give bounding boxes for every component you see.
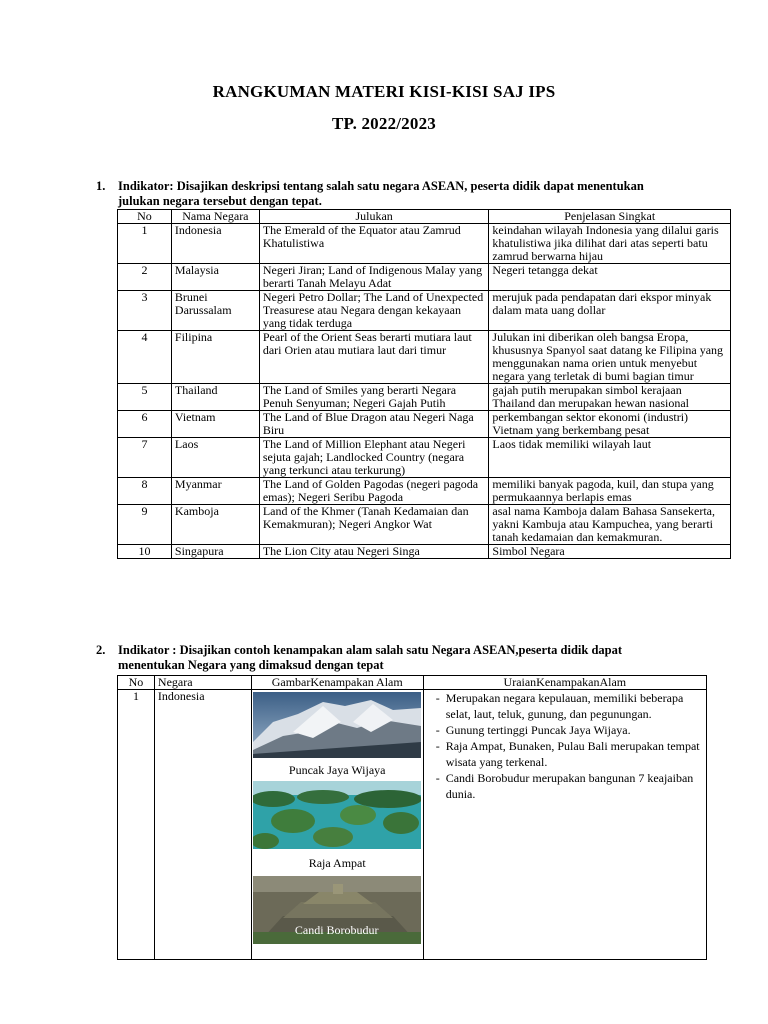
temple-photo-wrapper <box>253 876 421 944</box>
row-penjelasan: gajah putih merupakan simbol kerajaan Thailand dan merupakan hewan nasional <box>489 384 731 411</box>
row-no: 4 <box>118 331 172 384</box>
row-no: 1 <box>118 224 172 264</box>
header-julukan: Julukan <box>259 210 489 224</box>
row-no: 8 <box>118 478 172 505</box>
row-nama-negara: Filipina <box>171 331 259 384</box>
row-penjelasan: asal nama Kamboja dalam Bahasa Sansekerta, yakni Kambuja atau Kampuchea, yang berarti tanah kedamaian dan kemakmuran. <box>489 505 731 545</box>
row-negara: Indonesia <box>154 690 251 960</box>
header-negara: Negara <box>154 676 251 690</box>
row-nama-negara: Thailand <box>171 384 259 411</box>
table-header-row <box>118 676 707 690</box>
row-penjelasan: merujuk pada pendapatan dari ekspor minyak dalam mata uang dollar <box>489 291 731 331</box>
row-nama-negara: Vietnam <box>171 411 259 438</box>
section2-number: 2. <box>96 643 106 657</box>
uraian-list <box>430 690 702 802</box>
row-julukan: Pearl of the Orient Seas berarti mutiara laut dari Orien atau mutiara laut dari timur <box>259 331 489 384</box>
row-julukan: The Land of Golden Pagodas (negeri pagoda emas); Negeri Seribu Pagoda <box>259 478 489 505</box>
caption-puncak-jaya-wijaya: Puncak Jaya Wijaya <box>288 763 386 777</box>
row-no: 3 <box>118 291 172 331</box>
section1-indicator-line2: julukan negara tersebut dengan tepat. <box>118 194 322 208</box>
row-penjelasan: perkembangan sektor ekonomi (industri) Vietnam yang berkembang pesat <box>489 411 731 438</box>
table-row <box>118 224 731 264</box>
row-julukan: Land of the Khmer (Tanah Kedamaian dan Kemakmuran); Negeri Angkor Wat <box>259 505 489 545</box>
row-penjelasan: keindahan wilayah Indonesia yang dilalui garis khatulistiwa jika dilihat dari atas seperti batu zamrud berwarna hijau <box>489 224 731 264</box>
table-row <box>118 384 731 411</box>
header-no: No <box>118 676 155 690</box>
section1-number: 1. <box>96 179 106 193</box>
nicknames-table <box>117 209 731 559</box>
caption-raja-ampat: Raja Ampat <box>308 856 366 870</box>
section1-indicator-line1: Indikator: Disajikan deskripsi tentang salah satu negara ASEAN, peserta didik dapat menentukan <box>118 179 644 193</box>
document-title: RANGKUMAN MATERI KISI-KISI SAJ IPS <box>212 82 556 101</box>
caption-candi-borobudur: Candi Borobudur <box>294 923 379 937</box>
row-julukan: Negeri Petro Dollar; The Land of Unexpected Treasurese atau Negara dengan kekayaan yang tidak terduga <box>259 291 489 331</box>
row-penjelasan: Julukan ini diberikan oleh bangsa Eropa, khususnya Spanyol saat datang ke Filipina yang menggunakan nama orien untuk menyebut negara yang terletak di bumi bagian timur <box>489 331 731 384</box>
row-nama-negara: Brunei Darussalam <box>171 291 259 331</box>
row-nama-negara: Myanmar <box>171 478 259 505</box>
row-nama-negara: Indonesia <box>171 224 259 264</box>
table-row <box>118 291 731 331</box>
mountain-photo <box>253 692 421 758</box>
row-julukan: Negeri Jiran; Land of Indigenous Malay yang berarti Tanah Melayu Adat <box>259 264 489 291</box>
row-penjelasan: Simbol Negara <box>489 545 731 559</box>
row-julukan: The Lion City atau Negeri Singa <box>259 545 489 559</box>
section2-indicator-line2: menentukan Negara yang dimaksud dengan tepat <box>118 658 384 672</box>
row-penjelasan: Negeri tetangga dekat <box>489 264 731 291</box>
row-julukan: The Emerald of the Equator atau Zamrud Khatulistiwa <box>259 224 489 264</box>
header-uraian: UraianKenampakanAlam <box>423 676 706 690</box>
row-julukan: The Land of Million Elephant atau Negeri sejuta gajah; Landlocked Country (negara yang terkunci atau terkurung) <box>259 438 489 478</box>
row-nama-negara: Malaysia <box>171 264 259 291</box>
row-no: 1 <box>118 690 155 960</box>
list-item: - Gunung tertinggi Puncak Jaya Wijaya. <box>430 722 702 738</box>
table-row <box>118 690 707 960</box>
nicknames-table-body <box>118 224 731 559</box>
row-no: 2 <box>118 264 172 291</box>
document-subtitle: TP. 2022/2023 <box>332 114 436 133</box>
section2-indicator <box>96 643 718 673</box>
pictures-cell <box>251 690 423 960</box>
row-no: 10 <box>118 545 172 559</box>
row-julukan: The Land of Blue Dragon atau Negeri Naga Biru <box>259 411 489 438</box>
row-no: 7 <box>118 438 172 478</box>
header-penjelasan: Penjelasan Singkat <box>489 210 731 224</box>
row-nama-negara: Singapura <box>171 545 259 559</box>
row-penjelasan: memiliki banyak pagoda, kuil, dan stupa yang permukaannya berlapis emas <box>489 478 731 505</box>
list-item: - Candi Borobudur merupakan bangunan 7 keajaiban dunia. <box>430 770 702 802</box>
row-nama-negara: Kamboja <box>171 505 259 545</box>
row-penjelasan: Laos tidak memiliki wilayah laut <box>489 438 731 478</box>
row-no: 6 <box>118 411 172 438</box>
table-row <box>118 438 731 478</box>
row-no: 9 <box>118 505 172 545</box>
table-header-row <box>118 210 731 224</box>
table-row <box>118 264 731 291</box>
table-row <box>118 411 731 438</box>
landscape-table <box>117 675 707 960</box>
section1-indicator <box>96 179 718 209</box>
list-item: - Merupakan negara kepulauan, memiliki beberapa selat, laut, teluk, gunung, dan pegunungan. <box>430 690 702 722</box>
row-nama-negara: Laos <box>171 438 259 478</box>
header-no: No <box>118 210 172 224</box>
row-no: 5 <box>118 384 172 411</box>
table-row <box>118 478 731 505</box>
section2-indicator-line1: Indikator : Disajikan contoh kenampakan alam salah satu Negara ASEAN,peserta didik dapat <box>118 643 623 657</box>
list-item: - Raja Ampat, Bunaken, Pulau Bali merupakan tempat wisata yang terkenal. <box>430 738 702 770</box>
header-gambar: GambarKenampakan Alam <box>251 676 423 690</box>
uraian-cell <box>423 690 706 960</box>
table-row <box>118 331 731 384</box>
islands-photo <box>253 781 421 849</box>
header-nama-negara: Nama Negara <box>171 210 259 224</box>
table-row <box>118 505 731 545</box>
table-row <box>118 545 731 559</box>
row-julukan: The Land of Smiles yang berarti Negara Penuh Senyuman; Negeri Gajah Putih <box>259 384 489 411</box>
